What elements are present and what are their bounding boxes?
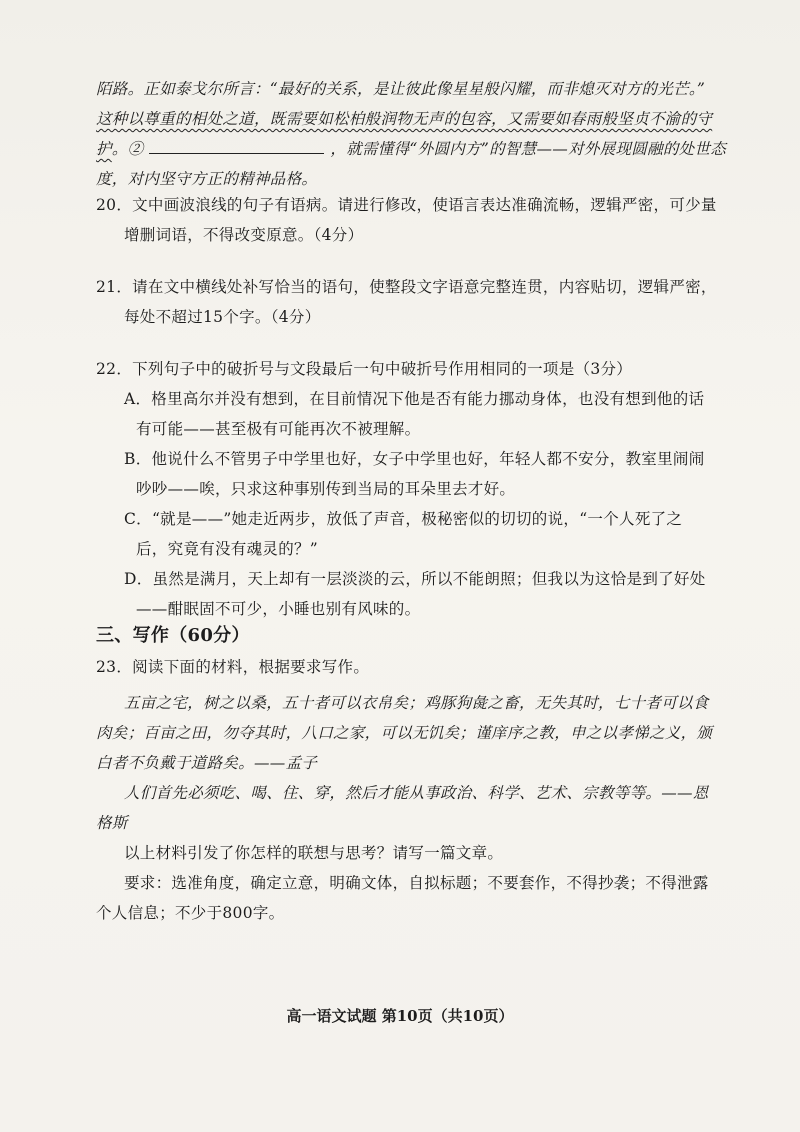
material-engels-1: 人们首先必须吃、喝、住、穿，然后才能从事政治、科学、艺术、宗教等等。——恩 [124,784,709,802]
passage-line-3: 护。② ，就需懂得“外圆内方”的智慧——对外展现圆融的处世态 [96,134,716,164]
writing-prompt: 以上材料引发了你怎样的联想与思考？请写一篇文章。 [124,844,504,862]
q20-line-1: 20．文中画波浪线的句子有语病。请进行修改，使语言表达准确流畅，逻辑严密，可少量 [96,196,717,214]
q22-option-b: B．他说什么不管男子中学里也好，女子中学里也好，年轻人都不安分，教室里闹闹 [124,450,705,468]
material-mencius-2: 肉矣；百亩之田，勿夺其时，八口之家，可以无饥矣；谨庠序之教，申之以孝悌之义，颁 [96,724,713,742]
q21-line-1: 21．请在文中横线处补写恰当的语句，使整段文字语意完整连贯，内容贴切，逻辑严密， [96,278,717,296]
q21-line-2: 每处不超过15个字。（4分） [124,308,321,326]
writing-requirements-2: 个人信息；不少于800字。 [96,904,285,922]
writing-requirements-1: 要求：选准角度，确定立意，明确文体，自拟标题；不要套作，不得抄袭；不得泄露 [124,874,709,892]
wavy-underlined-sentence-end: 护 [96,140,112,158]
material-engels-2: 格斯 [96,814,128,832]
q22-option-d: D．虽然是满月，天上却有一层淡淡的云，所以不能朗照；但我以为这恰是到了好处 [124,570,706,588]
q20-line-2: 增删词语，不得改变原意。（4分） [124,226,364,244]
question-21 [96,272,716,332]
material-mencius-3: 白者不负戴于道路矣。——孟子 [96,754,318,772]
passage-line-2 [96,104,716,134]
passage-excerpt [96,74,727,194]
passage-line-1: 陌路。正如泰戈尔所言：“最好的关系，是让彼此像星星般闪耀，而非熄灭对方的光芒。” [96,80,706,98]
q22-option-a-cont: 有可能——甚至极有可能再次不被理解。 [136,420,421,438]
answer-blank [149,137,324,154]
q22-option-a: A．格里高尔并没有想到，在目前情况下他是否有能力挪动身体，也没有想到他的话 [124,390,705,408]
writing-section [96,620,716,928]
question-20 [96,190,716,250]
q22-option-c-cont: 后，究竟有没有魂灵的？” [136,540,319,558]
page-footer: 高一语文试题 第10页（共10页） [286,1007,514,1025]
question-22 [96,354,716,624]
q22-option-c: C．“就是——”她走近两步，放低了声音，极秘密似的切切的说，“一个人死了之 [124,510,683,528]
q22-option-b-cont: 吵吵——唉，只求这种事别传到当局的耳朵里去才好。 [136,480,516,498]
q22-stem: 22．下列句子中的破折号与文段最后一句中破折号作用相同的一项是（3分） [96,360,633,378]
q23-stem: 23．阅读下面的材料，根据要求写作。 [96,658,370,676]
material-mencius-1: 五亩之宅，树之以桑，五十者可以衣帛矣；鸡豚狗彘之畜，无失其时，七十者可以食 [124,694,709,712]
passage-line-4: 度，对内坚守方正的精神品格。 [96,170,318,188]
wavy-underlined-sentence: 这种以尊重的相处之道，既需要如松柏般润物无声的包容，又需要如春雨般坚贞不渝的守 [96,110,713,128]
q22-option-d-cont: ——酣眠固不可少，小睡也别有风味的。 [136,600,421,618]
section-title: 三、写作（60分） [96,625,250,646]
